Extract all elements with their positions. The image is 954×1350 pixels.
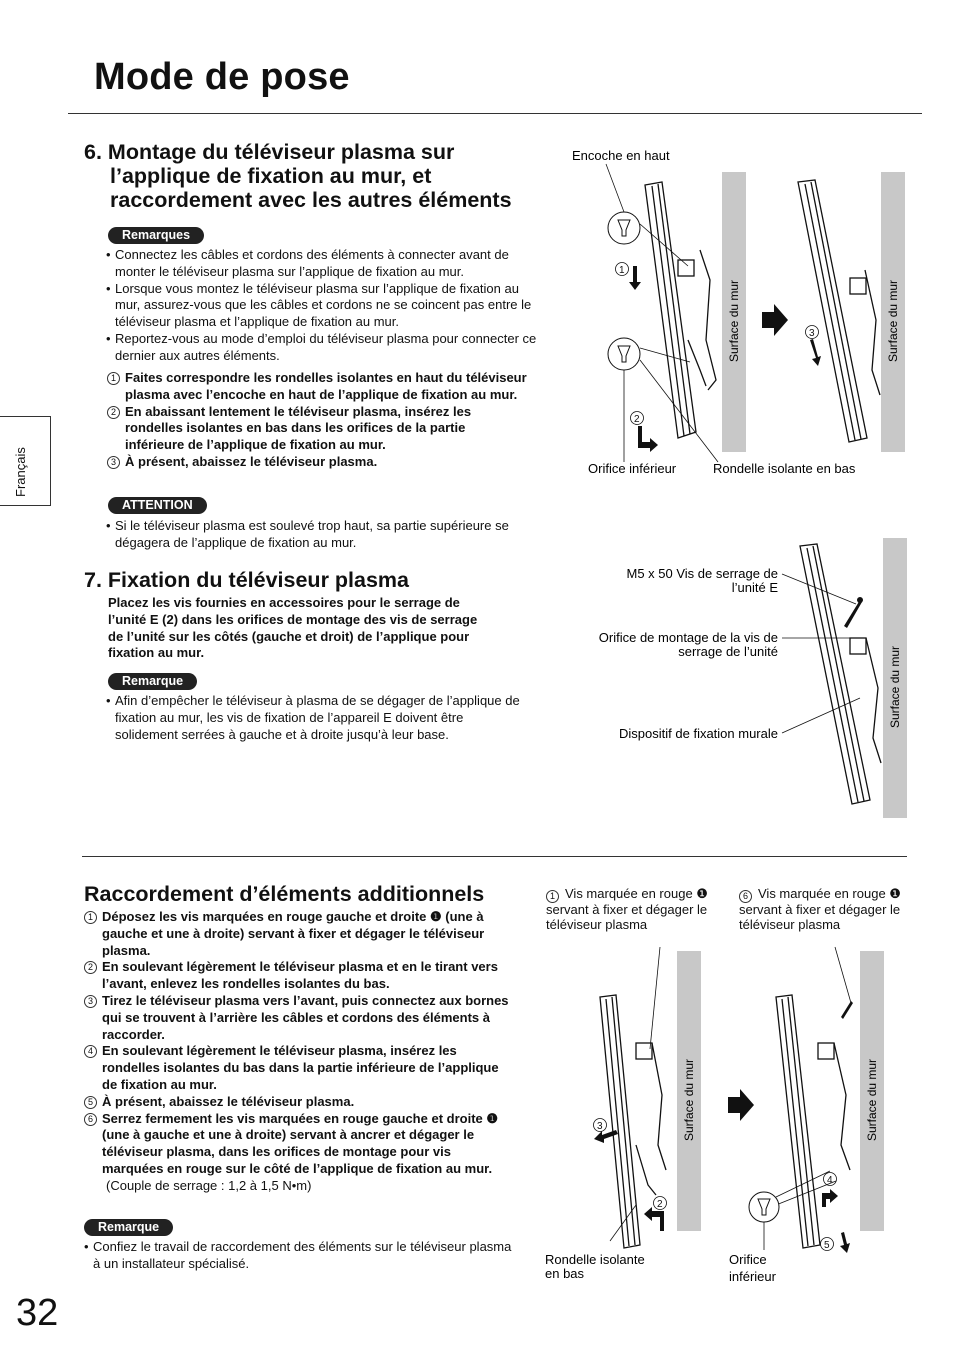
remarks-badge: Remarques <box>108 227 204 244</box>
forward-arrow-icon <box>638 426 658 452</box>
fig3-right-label: 6 Vis marquée en rouge ❶ servant à fixer et dégager le téléviseur plasma <box>739 886 901 932</box>
label-rondelle: Rondelle isolante en bas <box>713 461 856 476</box>
plasma-tv-left <box>645 182 716 438</box>
label-orifice-inferieur: Orifice inférieur <box>588 461 677 476</box>
step-item: 1 Faites correspondre les rondelles isolantes en haut du téléviseur plasma avec l’encoche en haut de l’applique de fixation au mur. <box>107 370 527 404</box>
language-tab: Français <box>0 416 51 506</box>
down-arrow-icon <box>629 266 641 290</box>
attention-badge: ATTENTION <box>108 497 207 514</box>
svg-text:4: 4 <box>827 1175 833 1186</box>
svg-text:Surface du mur: Surface du mur <box>888 645 902 728</box>
label-encoche: Encoche en haut <box>572 148 670 163</box>
svg-text:2: 2 <box>634 414 640 425</box>
step-item: 3 À présent, abaissez le téléviseur plasma. <box>107 454 527 471</box>
step-item: 3 Tirez le téléviseur plasma vers l’avant, puis connectez aux bornes qui se trouvent à l’arrière les câbles et cordons des éléments à raccorder. <box>84 993 512 1043</box>
section-7-remark: • Afin d’empêcher le téléviseur à plasma de se dégager de l’applique de fixation au mur, les vis de fixation de l’appareil E doivent être solidement serrées à gauche et à droite jusqu’à leur base. <box>106 693 526 743</box>
section-7-heading: 7. Fixation du téléviseur plasma <box>84 568 409 592</box>
washer-detail-top <box>608 212 640 244</box>
section-rule <box>82 856 907 857</box>
plasma-tv-right <box>776 995 850 1248</box>
svg-text:2: 2 <box>657 1199 663 1210</box>
section-8-steps <box>84 909 512 1195</box>
svg-text:3: 3 <box>597 1121 603 1132</box>
remark-badge: Remarque <box>108 673 197 690</box>
figure-mounting-steps <box>560 140 920 485</box>
washer-detail-bottom <box>608 338 640 370</box>
plasma-tv-right <box>798 180 880 442</box>
label-orifice-montage: Orifice de montage de la vis de <box>598 630 778 645</box>
section-6-remarks: • Connectez les câbles et cordons des éléments à connecter avant de monter le téléviseur plasma sur l’applique de fixation au mur. • Lorsque vous montez le téléviseur plasma sur l’applique de fixation au mur, assurez-vous que les câbles et cordons ne se coincent pas entre le téléviseur plasma et l’applique de fixation au mur. • Reportez-vous au mode d’emploi du téléviseur plasma pour connecter ce dernier aux autres éléments. <box>106 247 546 365</box>
step-item: 1 Déposez les vis marquées en rouge gauche et droite ❶ (une à gauche et une à droite) servant à fixer et dégager le téléviseur plasma. <box>84 909 512 959</box>
fig3-left-label: 1 Vis marquée en rouge ❶ servant à fixer et dégager le téléviseur plasma <box>546 886 708 932</box>
figure-additional-connections <box>540 945 920 1290</box>
svg-text:en bas: en bas <box>545 1266 585 1281</box>
figure-fixing-screws <box>560 538 920 823</box>
svg-text:5: 5 <box>824 1240 830 1251</box>
up-arrow-icon <box>822 1189 838 1207</box>
label-dispositif: Dispositif de fixation murale <box>619 726 778 741</box>
label-screws: M5 x 50 Vis de serrage de <box>626 566 778 581</box>
step-item: 4 En soulevant légèrement le téléviseur plasma, insérez les rondelles isolantes du bas dans la partie inférieure de l’applique de fixation au mur. <box>84 1043 512 1093</box>
next-step-arrow-icon <box>762 304 788 336</box>
step-item: 2 En soulevant légèrement le téléviseur plasma et en le tirant vers l’avant, enlevez les rondelles isolantes du bas. <box>84 959 512 993</box>
svg-text:l’unité E: l’unité E <box>731 580 778 595</box>
svg-text:inférieur: inférieur <box>729 1269 776 1284</box>
section-8-heading: Raccordement d’éléments additionnels <box>84 882 485 906</box>
svg-text:Surface du mur: Surface du mur <box>682 1058 696 1141</box>
up-arrow-icon <box>644 1207 664 1231</box>
step-item: 5 À présent, abaissez le téléviseur plasma. <box>84 1094 512 1111</box>
torque-note: (Couple de serrage : 1,2 à 1,5 N•m) <box>106 1177 312 1193</box>
step-item: 6 Serrez fermement les vis marquées en rouge gauche et droite ❶ (une à gauche et une à droite) servant à ancrer et dégager le téléviseur plasma, dans les orifices de montage pour vis marquées en rouge sur le côté de l’applique de fixation au mur. <box>84 1111 512 1178</box>
svg-text:Surface du mur: Surface du mur <box>727 279 741 362</box>
label-rondelle: Rondelle isolante <box>545 1252 645 1267</box>
screw-icon <box>841 1001 853 1019</box>
washer-detail <box>749 1192 779 1222</box>
section-7-body: Placez les vis fournies en accessoires pour le serrage de l’unité E (2) dans les orifices de montage des vis de serrage de l’unité sur les côtés (gauche et droit) de l’applique pour fixation au mur. <box>108 595 478 661</box>
remark-badge: Remarque <box>84 1219 173 1236</box>
label-orifice: Orifice <box>729 1252 767 1267</box>
section-8-remark: • Confiez le travail de raccordement des éléments sur le téléviseur plasma à un installateur spécialisé. <box>84 1239 514 1273</box>
next-step-arrow-icon <box>728 1089 754 1121</box>
svg-text:1: 1 <box>619 265 625 276</box>
down-arrow-icon <box>840 1232 850 1253</box>
svg-text:serrage de l’unité: serrage de l’unité <box>678 644 778 659</box>
plasma-tv-left <box>600 995 666 1248</box>
title-rule <box>68 113 922 114</box>
attention-text: • Si le téléviseur plasma est soulevé trop haut, sa partie supérieure se dégagera de l’applique de fixation au mur. <box>106 518 546 552</box>
down-arrow-icon <box>810 339 821 366</box>
section-6-steps <box>107 370 527 471</box>
svg-text:3: 3 <box>809 328 815 339</box>
page-title: Mode de pose <box>94 56 350 98</box>
svg-text:Surface du mur: Surface du mur <box>886 279 900 362</box>
plasma-tv <box>800 544 881 804</box>
screw-icon <box>844 600 862 628</box>
page-number: 32 <box>16 1292 59 1334</box>
section-6-heading: 6. Montage du téléviseur plasma sur l’applique de fixation au mur, et raccordement avec les autres éléments <box>84 140 512 212</box>
step-item: 2 En abaissant lentement le téléviseur plasma, insérez les rondelles isolantes en bas dans les orifices de la partie inférieure de l’applique de fixation au mur. <box>107 404 527 454</box>
svg-text:Surface du mur: Surface du mur <box>865 1058 879 1141</box>
